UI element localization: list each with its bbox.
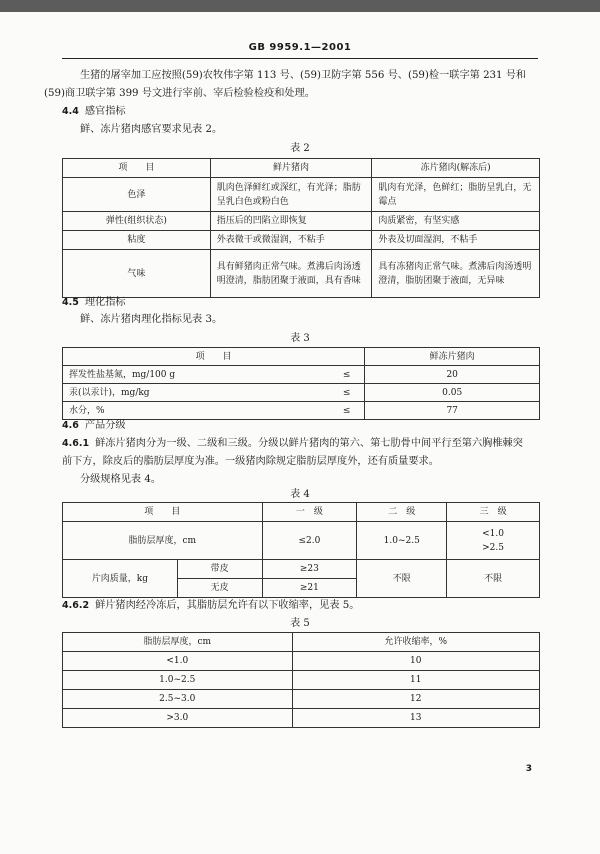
intro-line-2: (59)商卫联字第 399 号文进行宰前、宰后检验检疫和处理。 xyxy=(44,88,315,99)
table-4-caption: 表 4 xyxy=(290,489,310,500)
section-4-5-text: 鲜、冻片猪肉理化指标见表 3。 xyxy=(80,314,223,325)
table-cell: 77 xyxy=(365,402,540,420)
table-cell: 1.0~2.5 xyxy=(357,522,447,560)
table-4-header: 一 级 xyxy=(262,503,357,522)
section-line: 鲜冻片猪肉分为一级、二级和三级。分级以鲜片猪肉的第六、第七肋骨中间平行至第六胸椎棘突 xyxy=(95,438,523,449)
page-header: GB 9959.1—2001 xyxy=(248,42,352,53)
table-row xyxy=(63,250,540,298)
table-cell: <1.0 xyxy=(63,652,293,671)
section-4-4-text: 鲜、冻片猪肉感官要求见表 2。 xyxy=(80,124,223,135)
section-title: 产品分级 xyxy=(84,420,126,431)
table-cell: ≥21 xyxy=(262,579,357,598)
table-cell: 13 xyxy=(292,709,539,728)
table-cell: 带皮 xyxy=(177,560,262,579)
table-row xyxy=(63,522,540,560)
table-cell: 挥发性盐基氮，mg/100 g xyxy=(63,366,268,384)
table-cell: 弹性(组织状态) xyxy=(63,212,211,231)
table-cell: 具有冻猪肉正常气味。煮沸后肉汤透明澄清，脂肪团聚于液面，无异味 xyxy=(372,250,540,298)
table-row xyxy=(63,560,540,579)
table-2 xyxy=(62,158,540,298)
table-cell: 外表及切面湿润，不粘手 xyxy=(372,231,540,250)
table-row xyxy=(63,671,540,690)
table-3-header: 鲜冻片猪肉 xyxy=(365,348,540,366)
table-cell: 0.05 xyxy=(365,384,540,402)
table-cell: 片肉质量，kg xyxy=(63,560,178,598)
table-cell: 肌肉有光泽，色鲜红；脂肪呈乳白，无霉点 xyxy=(372,178,540,212)
table-2-header: 项 目 xyxy=(63,159,211,178)
table-cell: ≥23 xyxy=(262,560,357,579)
table-row xyxy=(63,231,540,250)
table-5-caption: 表 5 xyxy=(290,618,310,629)
table-row xyxy=(63,384,540,402)
section-4-6-2-paragraph xyxy=(62,597,540,615)
table-cell: 肌肉色泽鲜红或深红，有光泽；脂肪呈乳白色或粉白色 xyxy=(210,178,372,212)
table-cell xyxy=(447,522,540,560)
table-cell: 20 xyxy=(365,366,540,384)
table-4-header: 三 级 xyxy=(447,503,540,522)
section-4-6-1-paragraph xyxy=(62,435,540,489)
table-2-header: 鲜片猪肉 xyxy=(210,159,372,178)
table-cell: 1.0~2.5 xyxy=(63,671,293,690)
table-row xyxy=(63,178,540,212)
table-2-caption: 表 2 xyxy=(290,143,310,154)
table-4-header: 二 级 xyxy=(357,503,447,522)
table-row xyxy=(63,212,540,231)
fat-upper: >2.5 xyxy=(482,542,504,553)
section-4-4-heading xyxy=(62,103,540,121)
intro-paragraph xyxy=(44,67,540,103)
section-number: 4.6.1 xyxy=(62,438,90,449)
table-5-header: 允许收缩率，% xyxy=(292,633,539,652)
le-symbol: ≤ xyxy=(267,402,365,420)
section-4-5-heading xyxy=(62,294,540,312)
section-number: 4.6 xyxy=(62,420,79,431)
table-5-header: 脂肪层厚度，cm xyxy=(63,633,293,652)
table-cell: 外表微干或微湿润，不粘手 xyxy=(210,231,372,250)
table-3 xyxy=(62,347,540,420)
table-row xyxy=(63,709,540,728)
table-cell: 2.5~3.0 xyxy=(63,690,293,709)
table-cell: 脂肪层厚度，cm xyxy=(63,522,263,560)
le-symbol: ≤ xyxy=(267,384,365,402)
fat-lower: <1.0 xyxy=(482,528,504,539)
section-number: 4.5 xyxy=(62,297,79,308)
table-4-header: 项 目 xyxy=(63,503,263,522)
page-number: 3 xyxy=(525,764,532,774)
table-row xyxy=(63,652,540,671)
section-title: 感官指标 xyxy=(84,106,126,117)
section-title: 理化指标 xyxy=(84,297,126,308)
table-cell: 不限 xyxy=(447,560,540,598)
section-line: 鲜片猪肉经冷冻后，其脂肪层允许有以下收缩率，见表 5。 xyxy=(95,600,360,611)
table-3-header: 项 目 xyxy=(63,348,365,366)
section-number: 4.4 xyxy=(62,106,79,117)
intro-line-1: 生猪的屠宰加工应按照(59)农牧伟字第 113 号、(59)卫防字第 556 号、(59)检一联字第 231 号和 xyxy=(80,70,527,81)
table-cell: ≤2.0 xyxy=(262,522,357,560)
table-cell: 水分，% xyxy=(63,402,268,420)
table-cell: 汞(以汞计)，mg/kg xyxy=(63,384,268,402)
table-cell: 粘度 xyxy=(63,231,211,250)
table-cell: >3.0 xyxy=(63,709,293,728)
table-cell: 肉质紧密，有坚实感 xyxy=(372,212,540,231)
table-4 xyxy=(62,502,540,598)
table-cell: 气味 xyxy=(63,250,211,298)
table-3-caption: 表 3 xyxy=(290,333,310,344)
table-cell: 不限 xyxy=(357,560,447,598)
table-cell: 10 xyxy=(292,652,539,671)
document-page xyxy=(0,12,600,854)
table-2-header: 冻片猪肉(解冻后) xyxy=(372,159,540,178)
top-edge-bar xyxy=(0,0,600,12)
table-cell: 指压后的凹陷立即恢复 xyxy=(210,212,372,231)
table-cell: 色泽 xyxy=(63,178,211,212)
table-cell: 无皮 xyxy=(177,579,262,598)
section-number: 4.6.2 xyxy=(62,600,90,611)
le-symbol: ≤ xyxy=(267,366,365,384)
section-line: 分级规格见表 4。 xyxy=(80,474,162,485)
table-5 xyxy=(62,632,540,728)
table-cell: 具有鲜猪肉正常气味。煮沸后肉汤透明澄清，脂肪团聚于液面，具有香味 xyxy=(210,250,372,298)
table-cell: 12 xyxy=(292,690,539,709)
section-line: 前下方，除皮后的脂肪层厚度为准。一级猪肉除规定脂肪层厚度外，还有质量要求。 xyxy=(62,456,439,467)
section-4-6-heading xyxy=(62,417,540,435)
table-row xyxy=(63,366,540,384)
table-row xyxy=(63,690,540,709)
table-cell: 11 xyxy=(292,671,539,690)
header-rule xyxy=(62,58,538,59)
